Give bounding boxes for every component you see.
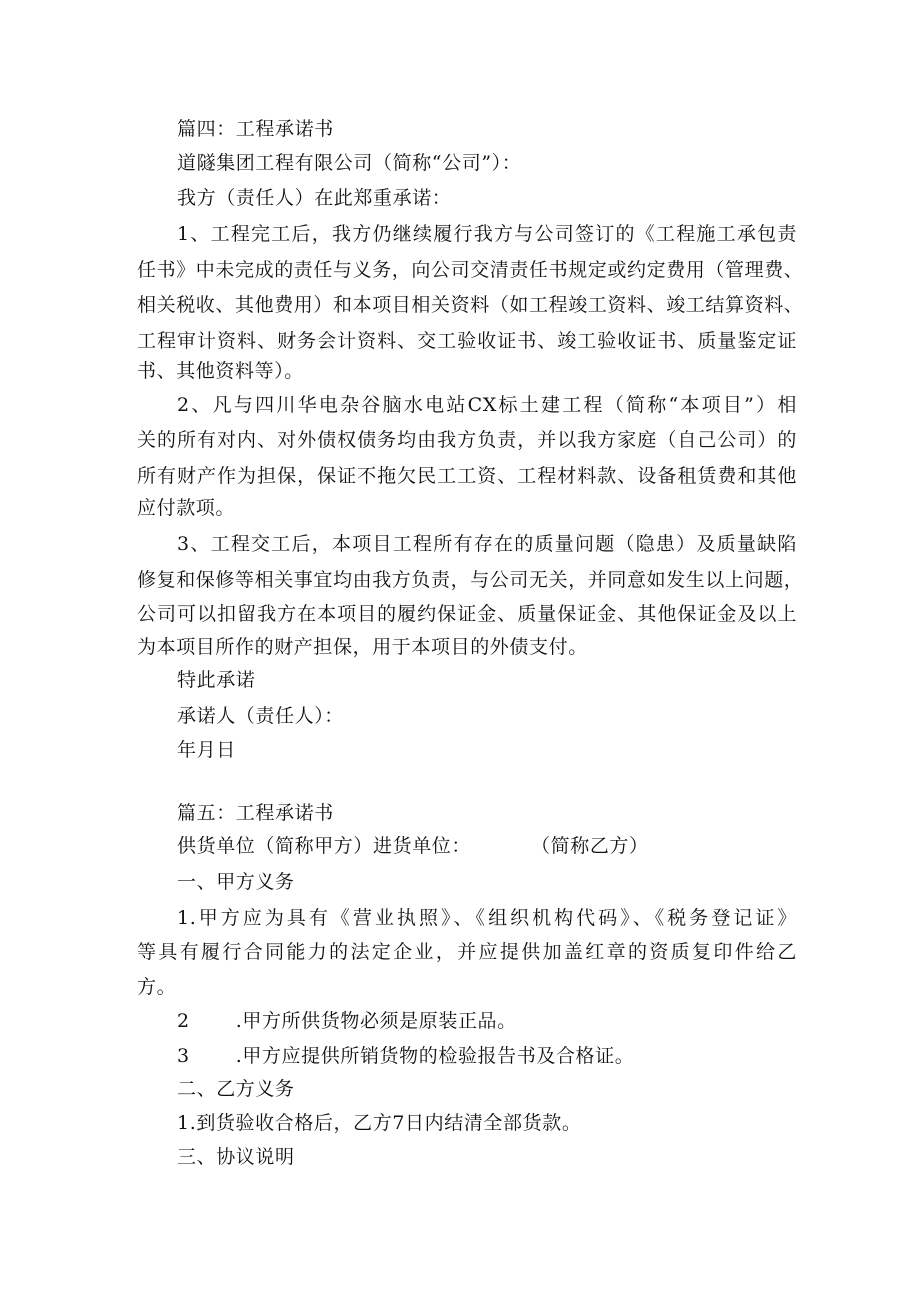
clause1-line5: 书、其他资料等）。 xyxy=(137,360,304,382)
parties-line xyxy=(177,832,797,860)
date-label: 年月日 xyxy=(177,739,236,761)
clause3-line1: 3、工程交工后，本项目工程所有存在的质量问题（隐患）及质量缺陷 xyxy=(177,533,797,555)
signer-label: 承诺人（责任人）： xyxy=(177,705,344,727)
clause1-line2: 任书》中未完成的责任与义务，向公司交清责任书规定或约定费用（管理费、 xyxy=(137,259,804,281)
party-a-item1-line2: 等具有履行合同能力的法定企业，并应提供加盖红章的资质复印件给乙 xyxy=(137,941,797,963)
party-a-item3 xyxy=(177,1042,797,1070)
clause3-line3: 公司可以扣留我方在本项目的履约保证金、质量保证金、其他保证金及以上 xyxy=(137,603,797,625)
section4-title: 篇四：工程承诺书 xyxy=(177,118,334,140)
party-a-item1-line1: 1.甲方应为具有《营业执照》、《组织机构代码》、《税务登记证》 xyxy=(177,907,797,929)
item3-text: .甲方应提供所销货物的检验报告书及合格证。 xyxy=(235,1045,635,1067)
clause2-line2: 关的所有对内、对外债权债务均由我方负责，并以我方家庭（自己公司）的 xyxy=(137,429,797,451)
closing-text: 特此承诺 xyxy=(177,669,256,691)
item2-text: .甲方所供货物必须是原装正品。 xyxy=(235,1010,517,1032)
clause3-line4: 为本项目所作的财产担保，用于本项目的外债支付。 xyxy=(137,636,588,658)
clause1-line3: 相关税收、其他费用）和本项目相关资料（如工程竣工资料、竣工结算资料、 xyxy=(137,294,804,316)
agreement-heading: 三、协议说明 xyxy=(177,1146,295,1168)
party-b-heading: 二、乙方义务 xyxy=(177,1078,295,1100)
clause2-line1: 2、凡与四川华电杂谷脑水电站CX标土建工程（简称“本项目”）相 xyxy=(177,394,797,416)
party-a-heading: 一、甲方义务 xyxy=(177,871,295,893)
clause2-line3: 所有财产作为担保，保证不拖欠民工工资、工程材料款、设备租赁费和其他 xyxy=(137,465,797,487)
section5-title: 篇五：工程承诺书 xyxy=(177,802,334,824)
clause2-line4: 应付款项。 xyxy=(137,497,236,519)
buyer-label: （简称乙方） xyxy=(531,835,649,857)
clause1-line4: 工程审计资料、财务会计资料、交工验收证书、竣工验收证书、质量鉴定证 xyxy=(137,330,797,352)
clause1-line1: 1、工程完工后，我方仍继续履行我方与公司签订的《工程施工承包责 xyxy=(177,223,797,245)
party-a-item1-line3: 方。 xyxy=(137,976,177,998)
item3-number: 3 xyxy=(177,1045,190,1067)
party-a-item2 xyxy=(177,1007,797,1035)
section4-intro: 我方（责任人）在此郑重承诺： xyxy=(177,187,452,209)
clause3-line2: 修复和保修等相关事宜均由我方负责，与公司无关，并同意如发生以上问题， xyxy=(137,569,804,591)
party-b-item1: 1.到货验收合格后，乙方7日内结清全部货款。 xyxy=(177,1112,582,1134)
section4-addressee: 道隧集团工程有限公司（简称“公司”）： xyxy=(177,152,522,174)
supplier-label: 供货单位（简称甲方）进货单位： xyxy=(177,835,472,857)
item2-number: 2 xyxy=(177,1010,190,1032)
